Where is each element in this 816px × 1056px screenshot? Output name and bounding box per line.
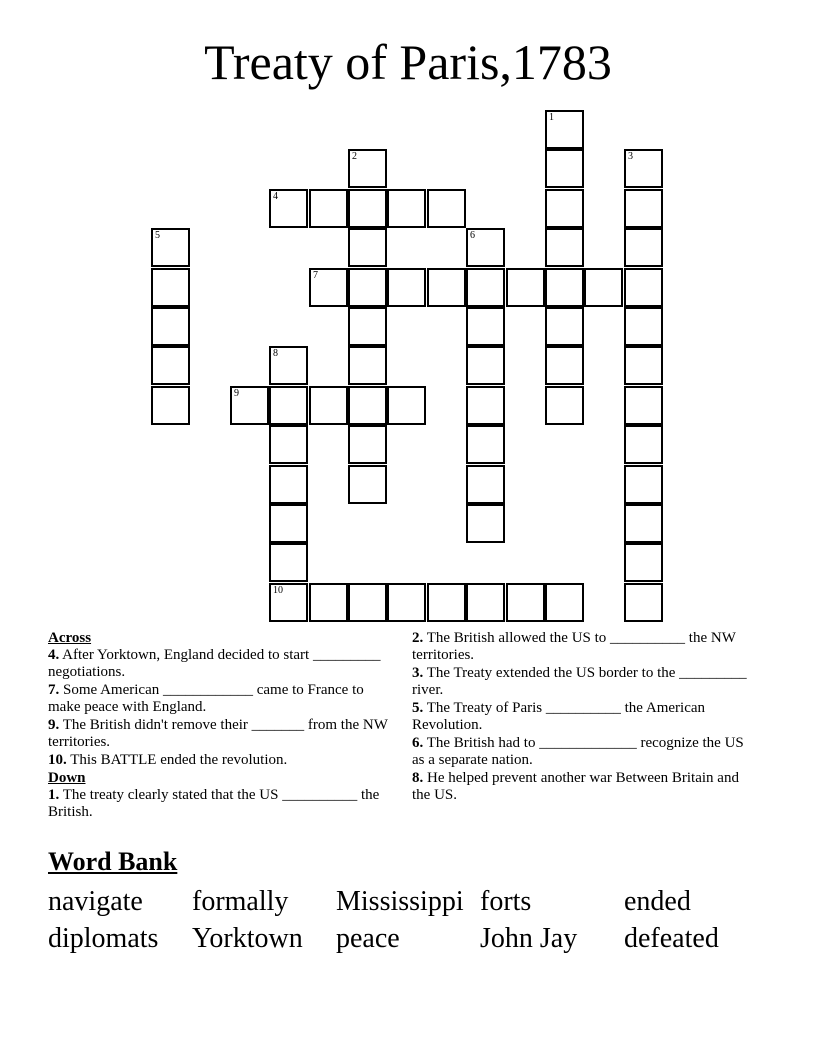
crossword-cell[interactable] (387, 583, 426, 622)
word-bank-heading: Word Bank (48, 847, 178, 876)
crossword-cell[interactable] (269, 346, 308, 385)
down-heading: Down (48, 770, 86, 786)
clue-down-5: 5. The Treaty of Paris __________ the American Revolution. (412, 700, 706, 733)
crossword-cell[interactable] (269, 425, 308, 464)
crossword-cell[interactable] (466, 425, 505, 464)
crossword-cell[interactable] (151, 346, 190, 385)
word-bank-item: ended (624, 886, 691, 917)
clue-down-1: 1. The treaty clearly stated that the US __________ the British. (48, 787, 380, 820)
crossword-cell[interactable] (309, 386, 348, 425)
crossword-cell[interactable] (387, 386, 426, 425)
word-bank-item: peace (336, 923, 400, 954)
across-heading: Across (48, 630, 92, 646)
crossword-cell[interactable] (545, 110, 584, 149)
crossword-cell[interactable] (348, 425, 387, 464)
crossword-cell[interactable] (348, 189, 387, 228)
crossword-cell[interactable] (545, 583, 584, 622)
crossword-cell[interactable] (466, 228, 505, 267)
clue-across-7: 7. Some American ____________ came to France to make peace with England. (48, 682, 364, 715)
crossword-cell[interactable] (269, 465, 308, 504)
crossword-cell[interactable] (348, 268, 387, 307)
crossword-cell[interactable] (624, 425, 663, 464)
clues-left-column (48, 630, 388, 822)
crossword-cell[interactable] (309, 583, 348, 622)
crossword-cell[interactable] (151, 307, 190, 346)
word-bank-item: Yorktown (192, 923, 303, 954)
clue-down-2: 2. The British allowed the US to __________ the NW territories. (412, 630, 736, 663)
crossword-cell[interactable] (545, 346, 584, 385)
clue-number: 5 (155, 230, 160, 241)
crossword-cell[interactable] (269, 504, 308, 543)
crossword-cell[interactable] (624, 189, 663, 228)
clue-number: 2 (352, 151, 357, 162)
crossword-cell[interactable] (151, 268, 190, 307)
crossword-cell[interactable] (151, 386, 190, 425)
word-bank (48, 883, 768, 957)
crossword-cell[interactable] (427, 583, 466, 622)
crossword-cell[interactable] (545, 149, 584, 188)
crossword-cell[interactable] (545, 268, 584, 307)
crossword-cell[interactable] (466, 346, 505, 385)
crossword-cell[interactable] (427, 268, 466, 307)
clue-across-9: 9. The British didn't remove their _______ from the NW territories. (48, 717, 388, 750)
crossword-cell[interactable] (624, 228, 663, 267)
crossword-cell[interactable] (624, 386, 663, 425)
crossword-cell[interactable] (230, 386, 269, 425)
crossword-cell[interactable] (624, 346, 663, 385)
clue-number: 3 (628, 151, 633, 162)
clue-number: 9 (234, 388, 239, 399)
crossword-cell[interactable] (309, 268, 348, 307)
crossword-cell[interactable] (624, 583, 663, 622)
crossword-cell[interactable] (624, 307, 663, 346)
crossword-cell[interactable] (466, 583, 505, 622)
clue-number: 7 (313, 270, 318, 281)
crossword-cell[interactable] (584, 268, 623, 307)
crossword-cell[interactable] (545, 307, 584, 346)
crossword-cell[interactable] (269, 386, 308, 425)
crossword-cell[interactable] (348, 346, 387, 385)
page-title: Treaty of Paris,1783 (204, 34, 612, 90)
crossword-cell[interactable] (151, 228, 190, 267)
crossword-cell[interactable] (269, 189, 308, 228)
crossword-cell[interactable] (348, 465, 387, 504)
word-bank-item: forts (480, 886, 532, 917)
clue-down-3: 3. The Treaty extended the US border to the _________ river. (412, 665, 747, 698)
crossword-cell[interactable] (387, 268, 426, 307)
crossword-cell[interactable] (348, 228, 387, 267)
crossword-cell[interactable] (545, 386, 584, 425)
crossword-cell[interactable] (466, 386, 505, 425)
clues-right-column (412, 630, 757, 805)
crossword-cell[interactable] (466, 268, 505, 307)
crossword-cell[interactable] (348, 149, 387, 188)
crossword-cell[interactable] (427, 189, 466, 228)
crossword-cell[interactable] (506, 268, 545, 307)
crossword-cell[interactable] (624, 268, 663, 307)
crossword-cell[interactable] (348, 386, 387, 425)
crossword-cell[interactable] (624, 465, 663, 504)
crossword-cell[interactable] (466, 504, 505, 543)
crossword-cell[interactable] (348, 307, 387, 346)
crossword-cell[interactable] (624, 504, 663, 543)
crossword-cell[interactable] (269, 583, 308, 622)
clue-number: 4 (273, 191, 278, 202)
crossword-cell[interactable] (466, 307, 505, 346)
crossword-cell[interactable] (466, 465, 505, 504)
clue-down-8: 8. He helped prevent another war Between Britain and the US. (412, 770, 739, 803)
clue-number: 1 (549, 112, 554, 123)
crossword-cell[interactable] (624, 149, 663, 188)
clue-across-4: 4. After Yorktown, England decided to start _________ negotiations. (48, 647, 381, 680)
crossword-cell[interactable] (348, 583, 387, 622)
clue-number: 6 (470, 230, 475, 241)
clue-across-10: 10. This BATTLE ended the revolution. (48, 752, 288, 768)
clue-number: 8 (273, 348, 278, 359)
crossword-cell[interactable] (624, 543, 663, 582)
clue-down-6: 6. The British had to _____________ recognize the US as a separate nation. (412, 735, 744, 768)
crossword-cell[interactable] (387, 189, 426, 228)
word-bank-item: diplomats (48, 923, 159, 954)
word-bank-item: navigate (48, 886, 143, 917)
crossword-cell[interactable] (506, 583, 545, 622)
crossword-cell[interactable] (269, 543, 308, 582)
word-bank-item: defeated (624, 923, 719, 954)
crossword-cell[interactable] (309, 189, 348, 228)
word-bank-item: formally (192, 886, 289, 917)
word-bank-item: Mississippi (336, 886, 464, 917)
word-bank-item: John Jay (480, 923, 578, 954)
clue-number: 10 (273, 585, 283, 596)
crossword-cell[interactable] (545, 228, 584, 267)
crossword-cell[interactable] (545, 189, 584, 228)
